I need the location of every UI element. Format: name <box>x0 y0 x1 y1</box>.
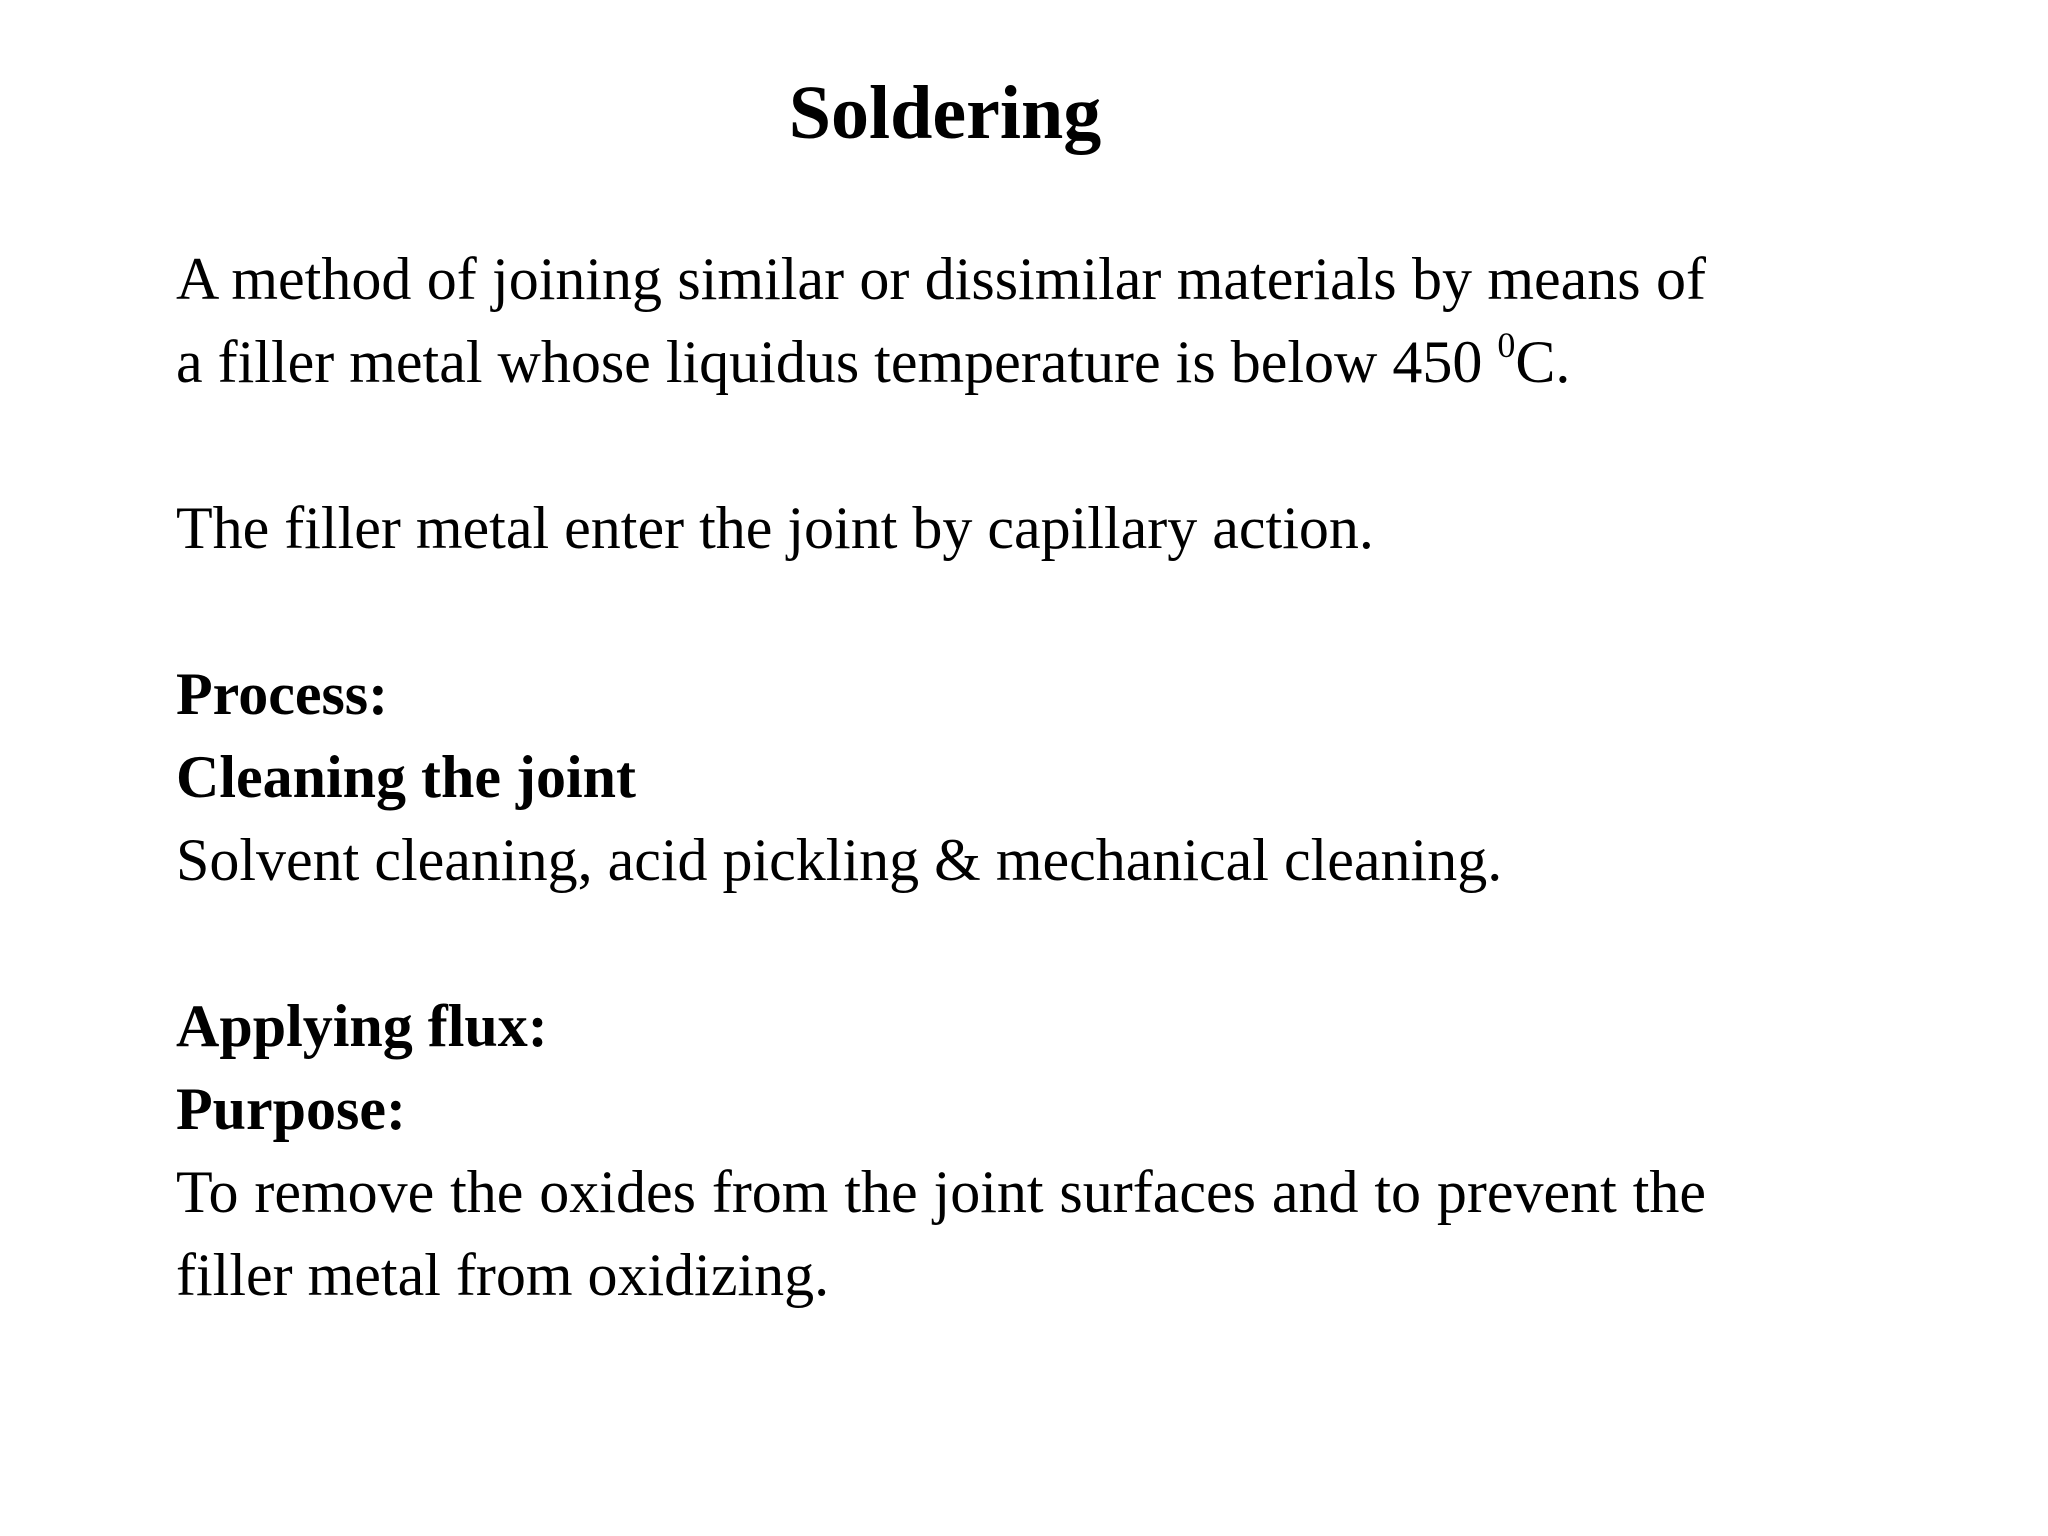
purpose-heading: Purpose: <box>176 1076 406 1142</box>
process-heading: Process: <box>176 661 389 727</box>
cleaning-text: Solvent cleaning, acid pickling & mechanical cleaning. <box>176 827 1503 893</box>
definition-suffix: C. <box>1515 329 1571 395</box>
spacer <box>176 570 1706 653</box>
slide-title: Soldering <box>788 71 1102 155</box>
slide-body <box>176 238 1706 1317</box>
cleaning-heading: Cleaning the joint <box>176 744 637 810</box>
spacer <box>176 404 1706 487</box>
spacer <box>176 902 1706 985</box>
purpose-text: To remove the oxides from the joint surfaces and to prevent the filler metal from oxidizing. <box>176 1159 1706 1308</box>
flux-heading: Applying flux: <box>176 993 548 1059</box>
definition-paragraph <box>176 238 1706 404</box>
degree-superscript: 0 <box>1497 325 1516 365</box>
definition-text: A method of joining similar or dissimilar materials by means of a filler metal whose liquidus temperature is below 450 <box>176 246 1706 395</box>
capillary-paragraph: The filler metal enter the joint by capillary action. <box>176 495 1374 561</box>
